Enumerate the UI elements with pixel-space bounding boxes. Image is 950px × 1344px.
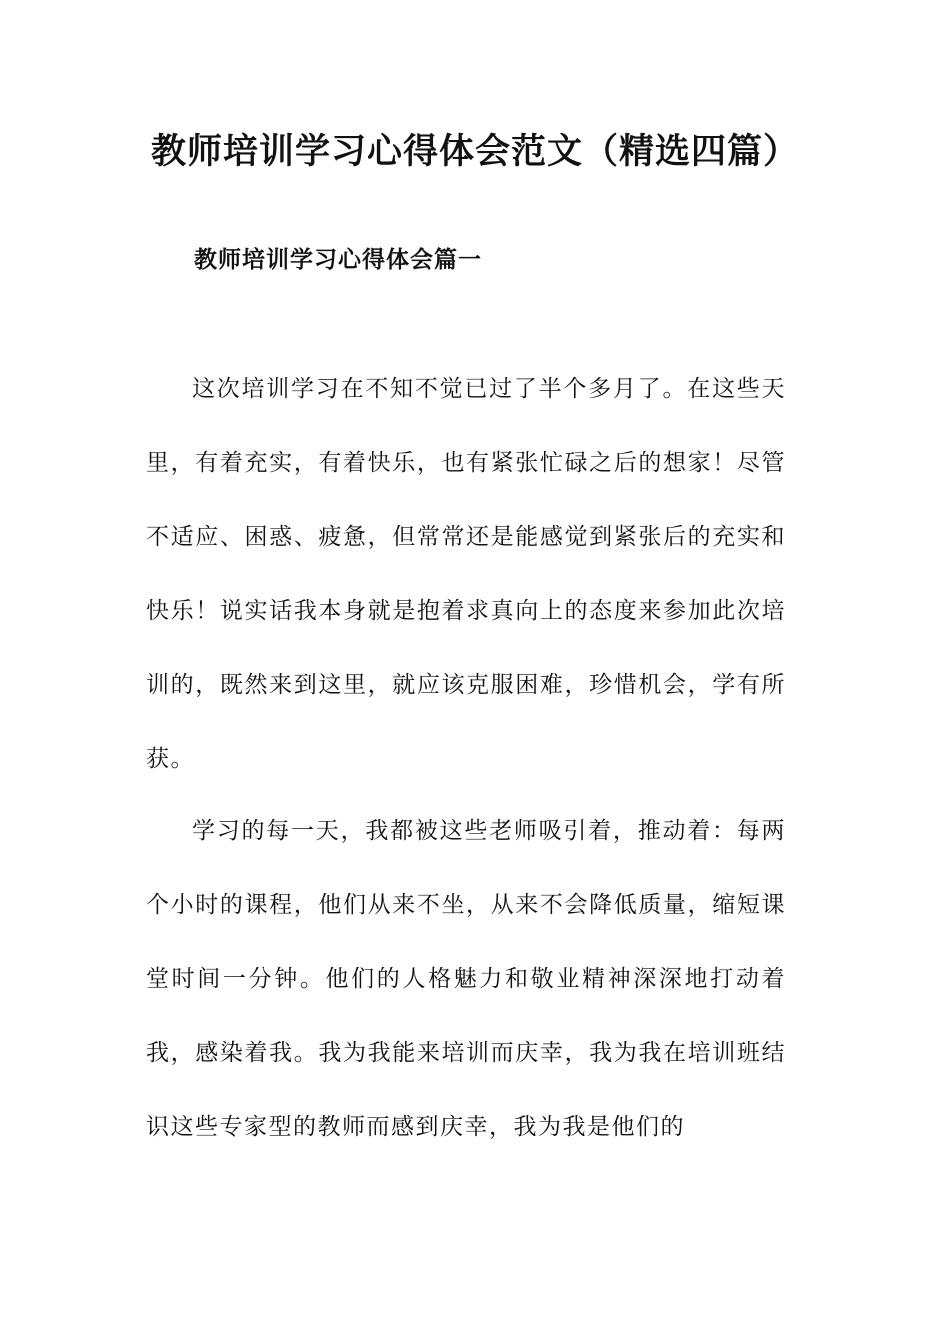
body-paragraph-1: 这次培训学习在不知不觉已过了半个多月了。在这些天里，有着充实，有着快乐，也有紧张忙碌之后的想家！尽管不适应、困惑、疲惫，但常常还是能感觉到紧张后的充实和快乐！说实话我本身就是抱着求真向上的态度来参加此次培训的，既然来到这里，就应该克服困难，珍惜机会，学有所获。 [146, 376, 786, 772]
body-paragraph-2: 学习的每一天，我都被这些老师吸引着，推动着：每两个小时的课程，他们从来不坐，从来不会降低质量，缩短课堂时间一分钟。他们的人格魅力和敬业精神深深地打动着我，感染着我。我为我能来培训而庆幸，我为我在培训班结识这些专家型的教师而感到庆幸，我为我是他们的 [146, 818, 786, 1140]
section-heading: 教师培训学习心得体会篇一 [194, 247, 482, 273]
document-title: 教师培训学习心得体会范文（精选四篇） [150, 131, 799, 172]
